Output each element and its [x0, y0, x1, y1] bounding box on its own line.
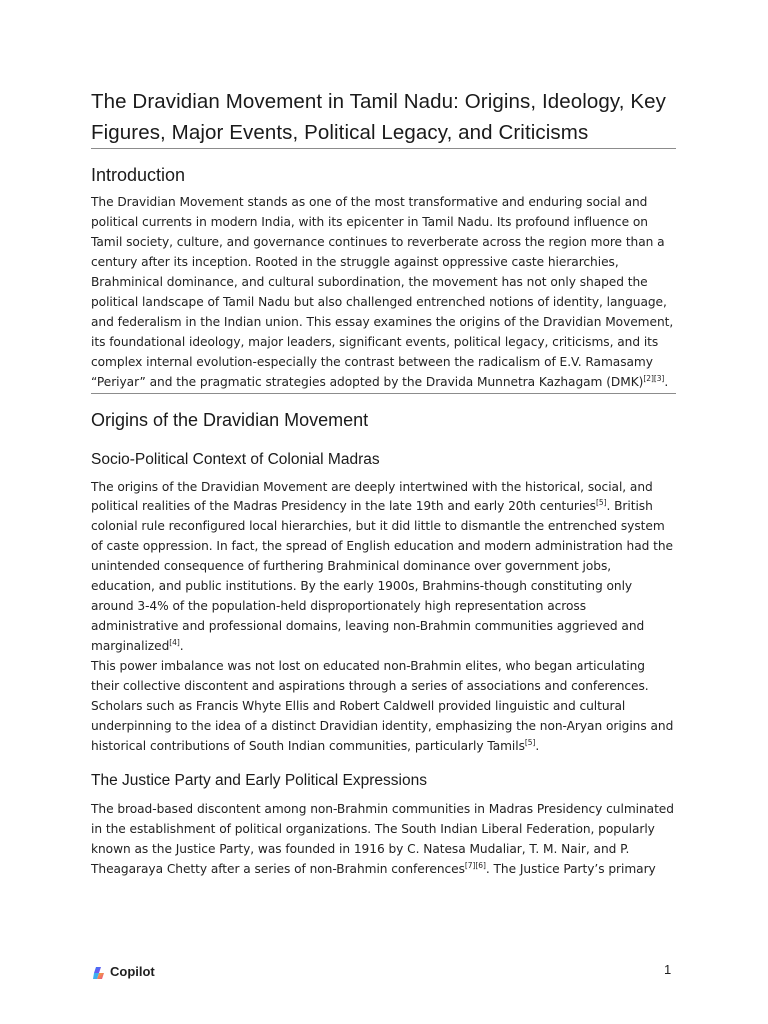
context-paragraph-2: This power imbalance was not lost on educated non-Brahmin elites, who began articulating their collective discontent and aspirations through a series of associations and conferences. Scholars such as Francis Whyte Ellis and Robert Caldwell provided linguistic and cultural underpinning to the idea of a distinct Dravidian identity, emphasizing the non-Aryan origins and historical contributions of South Indian communities, particularly Tamils[5].	[91, 659, 674, 753]
section-divider	[91, 393, 676, 394]
citation[interactable]: [5]	[524, 737, 536, 747]
footer-logo	[92, 964, 155, 979]
title-divider	[91, 148, 676, 149]
justice-party-subheading: The Justice Party and Early Political Expressions	[91, 771, 427, 789]
citation[interactable]: [4]	[169, 638, 180, 648]
copilot-logo-icon	[92, 965, 106, 979]
citation[interactable]: [5]	[595, 498, 607, 508]
copilot-logo-text: Copilot	[110, 964, 155, 979]
document-title: The Dravidian Movement in Tamil Nadu: Origins, Ideology, Key Figures, Major Events, Political Legacy, and Criticisms	[91, 90, 666, 144]
document-page	[91, 86, 676, 880]
citation[interactable]: [7][6]	[464, 860, 486, 870]
introduction-text: The Dravidian Movement stands as one of the most transformative and enduring social and political currents in modern India, with its epicenter in Tamil Nadu. Its profound influence on Tamil society, culture, and governance continues to reverberate across the region more than a century after its inception. Rooted in the struggle against oppressive caste hierarchies, Brahminical dominance, and cultural subordination, the movement has not only shaped the political landscape of Tamil Nadu but also challenged entrenched notions of identity, language, and federalism in the Indian union. This essay examines the origins of the Dravidian Movement, its foundational ideology, major leaders, significant events, political legacy, criticisms, and its complex internal evolution-especially the contrast between the radicalism of E.V. Ramasamy “Periyar” and the pragmatic strategies adopted by the Dravida Munnetra Kazhagam (DMK)	[91, 195, 674, 389]
page-number: 1	[664, 962, 672, 977]
justice-party-paragraph: The broad-based discontent among non-Brahmin communities in Madras Presidency culminated in the establishment of political organizations. The South Indian Liberal Federation, popularly known as the Justice Party, was founded in 1916 by C. Natesa Mudaliar, T. M. Nair, and P. Theagaraya Chetty after a series of non-Brahmin conferences[7][6]. The Justice Party’s primary	[91, 801, 674, 876]
context-paragraph-1: The origins of the Dravidian Movement are deeply intertwined with the historical, social, and political realities of the Madras Presidency in the late 19th and early 20th centuries[5]. British colonial rule reconfigured local hierarchies, but it did little to dismantle the entrenched system of caste oppression. In fact, the spread of English education and modern administration had the unintended consequence of furthering Brahminical dominance over government jobs, education, and public institutions. By the early 1900s, Brahmins-though constituting only around 3-4% of the population-held disproportionately high representation across administrative and professional domains, leaving non-Brahmin communities aggrieved and marginalized[4].	[91, 479, 673, 654]
context-subheading: Socio-Political Context of Colonial Madras	[91, 450, 380, 468]
introduction-heading: Introduction	[91, 165, 186, 185]
origins-heading: Origins of the Dravidian Movement	[91, 409, 369, 430]
citation[interactable]: [2][3]	[643, 373, 665, 383]
introduction-paragraph: The Dravidian Movement stands as one of the most transformative and enduring social and political currents in modern India, with its epicenter in Tamil Nadu. Its profound influence on Tamil society, culture, and governance continues to reverberate across the region more than a century after its inception. Rooted in the struggle against oppressive caste hierarchies, Brahminical dominance, and cultural subordination, the movement has not only shaped the political landscape of Tamil Nadu but also challenged entrenched notions of identity, language, and federalism in the Indian union. This essay examines the origins of the Dravidian Movement, its foundational ideology, major leaders, significant events, political legacy, criticisms, and its complex internal evolution-especially the contrast between the radicalism of E.V. Ramasamy “Periyar” and the pragmatic strategies adopted by the Dravida Munnetra Kazhagam (DMK)[2][3].	[91, 195, 674, 389]
